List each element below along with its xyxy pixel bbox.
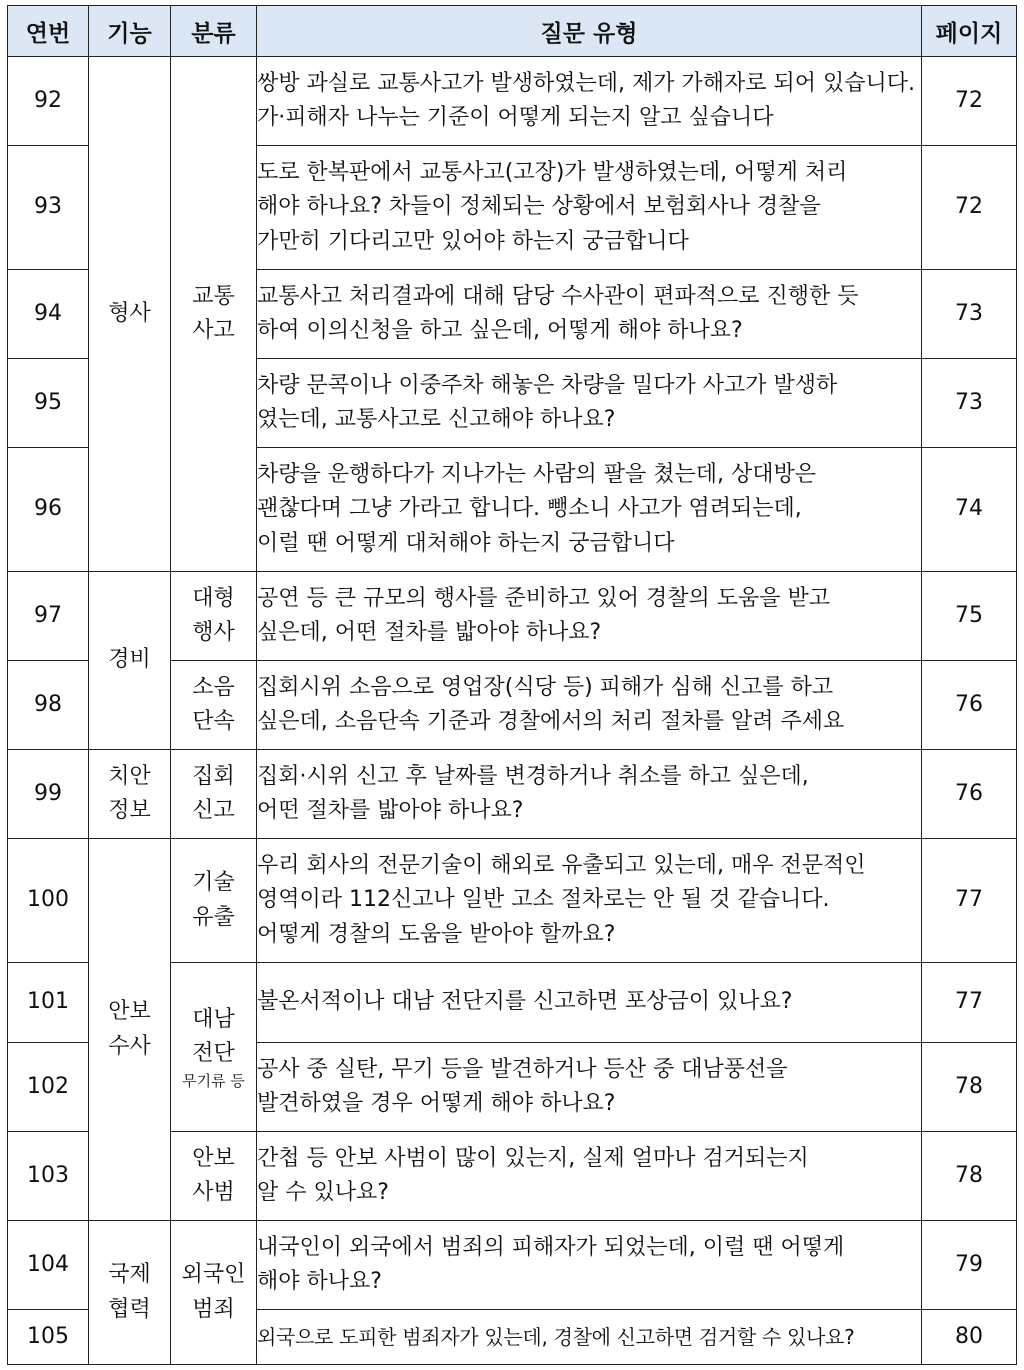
faq-table xyxy=(7,5,1017,1365)
question-line: 알 수 있나요? xyxy=(257,1180,389,1205)
row-number: 92 xyxy=(8,57,89,146)
question-line: 내국인이 외국에서 범죄의 피해자가 되었는데, 이럴 땐 어떻게 xyxy=(257,1234,845,1260)
row-number: 93 xyxy=(8,146,89,270)
question-line: 공연 등 큰 규모의 행사를 준비하고 있어 경찰의 도움을 받고 xyxy=(257,585,830,611)
question-cell xyxy=(257,146,922,270)
category-label-line: 기술 xyxy=(192,870,235,896)
function-cell xyxy=(89,839,171,1221)
row-number: 105 xyxy=(8,1310,89,1365)
page-number: 77 xyxy=(922,963,1017,1043)
category-sublabel: 무기류 등 xyxy=(182,1072,245,1091)
question-line: 어떤 절차를 밟아야 하나요? xyxy=(257,798,524,823)
row-number: 104 xyxy=(8,1221,89,1310)
question-line: 도로 한복판에서 교통사고(고장)가 발생하였는데, 어떻게 처리 xyxy=(257,160,848,186)
header-row xyxy=(8,6,1017,57)
page-number: 78 xyxy=(922,1043,1017,1132)
function-label: 형사 xyxy=(108,300,151,326)
question-line: 외국으로 도피한 범죄자가 있는데, 경찰에 신고하면 검거할 수 있나요? xyxy=(257,1324,855,1349)
question-line: 쌍방 과실로 교통사고가 발생하였는데, 제가 가해자로 되어 있습니다. xyxy=(257,70,915,96)
category-label-line: 대남 xyxy=(192,1006,235,1032)
table-row xyxy=(8,57,1017,146)
question-cell xyxy=(257,1132,922,1221)
question-cell xyxy=(257,270,922,359)
page-number: 74 xyxy=(922,448,1017,572)
question-cell xyxy=(257,1221,922,1310)
question-line: 차량을 운행하다가 지나가는 사람의 팔을 쳤는데, 상대방은 xyxy=(257,462,817,488)
category-cell xyxy=(171,839,257,963)
function-label-line: 정보 xyxy=(108,798,151,823)
row-number: 97 xyxy=(8,572,89,661)
category-label-line: 대형 xyxy=(192,585,235,611)
function-label-line: 협력 xyxy=(108,1296,151,1322)
table-row xyxy=(8,572,1017,661)
function-cell xyxy=(89,750,171,839)
function-label-line: 수사 xyxy=(108,1033,151,1059)
question-line: 불온서적이나 대남 전단지를 신고하면 포상금이 있나요? xyxy=(257,989,793,1015)
question-line: 집회시위 소음으로 영업장(식당 등) 피해가 심해 신고를 하고 xyxy=(257,674,834,700)
question-line: 어떻게 경찰의 도움을 받아야 할까요? xyxy=(257,921,616,947)
question-line: 싶은데, 어떤 절차를 밟아야 하나요? xyxy=(257,620,602,645)
category-label-line: 사범 xyxy=(192,1180,235,1205)
question-line: 발견하였을 경우 어떻게 해야 하나요? xyxy=(257,1091,616,1116)
category-label-line: 외국인 xyxy=(181,1262,246,1288)
category-label-line: 범죄 xyxy=(192,1296,235,1322)
question-line: 집회·시위 신고 후 날짜를 변경하거나 취소를 하고 싶은데, xyxy=(257,763,809,789)
question-line: 우리 회사의 전문기술이 해외로 유출되고 있는데, 매우 전문적인 xyxy=(257,853,866,879)
category-label-line: 집회 xyxy=(192,763,235,789)
category-label-line: 단속 xyxy=(192,709,235,734)
question-line: 였는데, 교통사고로 신고해야 하나요? xyxy=(257,407,616,432)
table-row xyxy=(8,750,1017,839)
category-label-line: 소음 xyxy=(192,674,235,700)
question-line: 가만히 기다리고만 있어야 하는지 궁금합니다 xyxy=(257,228,689,254)
row-number: 102 xyxy=(8,1043,89,1132)
row-number: 101 xyxy=(8,963,89,1043)
category-label-line: 유출 xyxy=(192,904,235,930)
question-line: 간첩 등 안보 사범이 많이 있는지, 실제 얼마나 검거되는지 xyxy=(257,1145,809,1171)
question-cell xyxy=(257,448,922,572)
question-line: 가·피해자 나누는 기준이 어떻게 되는지 알고 싶습니다 xyxy=(257,105,774,130)
page-number: 72 xyxy=(922,57,1017,146)
question-cell xyxy=(257,661,922,750)
question-line: 이럴 땐 어떻게 대처해야 하는지 궁금합니다 xyxy=(257,530,675,556)
category-label-line: 행사 xyxy=(192,620,235,645)
row-number: 94 xyxy=(8,270,89,359)
category-cell xyxy=(171,963,257,1132)
category-label-line: 안보 xyxy=(192,1145,235,1171)
header-page: 페이지 xyxy=(922,6,1017,57)
page-number: 73 xyxy=(922,270,1017,359)
question-line: 공사 중 실탄, 무기 등을 발견하거나 등산 중 대남풍선을 xyxy=(257,1056,788,1082)
header-category: 분류 xyxy=(171,6,257,57)
function-label-line: 안보 xyxy=(108,999,151,1025)
function-label: 경비 xyxy=(108,647,151,673)
function-cell xyxy=(89,1221,171,1365)
page-number: 77 xyxy=(922,839,1017,963)
header-question: 질문 유형 xyxy=(257,6,922,57)
row-number: 96 xyxy=(8,448,89,572)
header-function: 기능 xyxy=(89,6,171,57)
row-number: 103 xyxy=(8,1132,89,1221)
question-cell xyxy=(257,839,922,963)
category-cell xyxy=(171,57,257,572)
header-no: 연번 xyxy=(8,6,89,57)
function-cell xyxy=(89,57,171,572)
question-cell xyxy=(257,1043,922,1132)
table-row xyxy=(8,839,1017,963)
category-cell xyxy=(171,1221,257,1365)
question-line: 해야 하나요? 차들이 정체되는 상황에서 보험회사나 경찰을 xyxy=(257,194,821,220)
question-cell xyxy=(257,359,922,448)
page-number: 79 xyxy=(922,1221,1017,1310)
question-line: 해야 하나요? xyxy=(257,1269,382,1294)
question-cell xyxy=(257,572,922,661)
page-number: 80 xyxy=(922,1310,1017,1365)
question-line: 하여 이의신청을 하고 싶은데, 어떻게 해야 하나요? xyxy=(257,318,743,343)
question-cell xyxy=(257,1310,922,1365)
question-cell xyxy=(257,963,922,1043)
question-line: 싶은데, 소음단속 기준과 경찰에서의 처리 절차를 알려 주세요 xyxy=(257,709,845,734)
page-number: 76 xyxy=(922,750,1017,839)
row-number: 95 xyxy=(8,359,89,448)
page-number: 72 xyxy=(922,146,1017,270)
row-number: 98 xyxy=(8,661,89,750)
category-label-line: 사고 xyxy=(192,318,235,343)
page-number: 75 xyxy=(922,572,1017,661)
question-line: 교통사고 처리결과에 대해 담당 수사관이 편파적으로 진행한 듯 xyxy=(257,283,859,309)
table-row xyxy=(8,1221,1017,1310)
category-label-line: 교통 xyxy=(192,283,235,309)
question-line: 괜찮다며 그냥 가라고 합니다. 뺑소니 사고가 염려되는데, xyxy=(257,496,802,522)
category-cell xyxy=(171,572,257,661)
category-label-line: 전단 xyxy=(192,1041,235,1066)
question-cell xyxy=(257,750,922,839)
row-number: 99 xyxy=(8,750,89,839)
question-line: 영역이라 112신고나 일반 고소 절차로는 안 될 것 같습니다. xyxy=(257,887,830,913)
row-number: 100 xyxy=(8,839,89,963)
page-number: 78 xyxy=(922,1132,1017,1221)
question-line: 차량 문콕이나 이중주차 해놓은 차량을 밀다가 사고가 발생하 xyxy=(257,372,838,398)
page-number: 76 xyxy=(922,661,1017,750)
function-label-line: 국제 xyxy=(108,1262,151,1288)
page-number: 73 xyxy=(922,359,1017,448)
question-cell xyxy=(257,57,922,146)
category-cell xyxy=(171,1132,257,1221)
function-cell xyxy=(89,572,171,750)
category-label-line: 신고 xyxy=(192,798,235,823)
category-cell xyxy=(171,661,257,750)
function-label-line: 치안 xyxy=(108,763,151,789)
category-cell xyxy=(171,750,257,839)
